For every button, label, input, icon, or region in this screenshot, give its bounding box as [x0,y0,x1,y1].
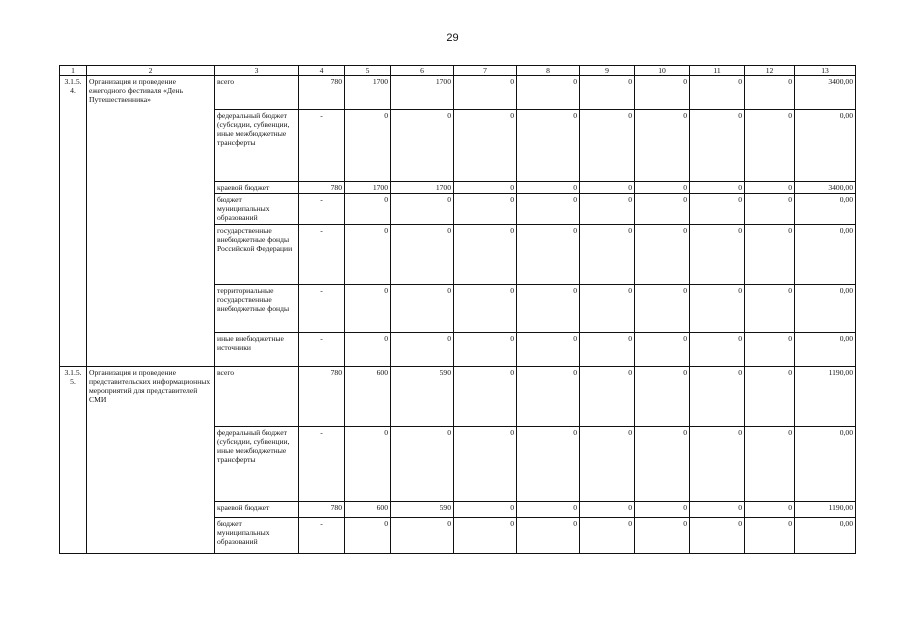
value-cell: 0 [635,502,690,518]
funding-source: федеральный бюджет (субсидии, субвенции, иные межбюджетные трансферты [215,110,299,182]
value-cell: 600 [345,367,391,427]
value-cell: 0,00 [795,225,856,285]
header-cell: 4 [299,66,345,76]
value-cell: 0 [391,518,454,554]
value-cell: 0 [454,225,517,285]
value-cell: 0 [690,285,745,333]
value-cell: 0 [580,285,635,333]
value-cell: 0 [454,76,517,110]
header-cell: 9 [580,66,635,76]
table-row [60,367,856,427]
value-cell: 0 [635,333,690,367]
header-cell: 7 [454,66,517,76]
table-row [60,76,856,110]
value-cell: 0 [635,182,690,194]
value-cell: 0 [391,194,454,225]
value-cell: 0 [580,182,635,194]
value-cell: 0 [517,76,580,110]
header-cell: 6 [391,66,454,76]
value-cell: 1190,00 [795,502,856,518]
page-number: 29 [446,32,459,44]
value-cell: 0 [745,76,795,110]
value-cell: 0 [745,367,795,427]
value-cell: 0 [345,333,391,367]
value-cell: 0 [391,285,454,333]
value-cell: 0 [635,367,690,427]
value-cell: 0 [745,194,795,225]
value-cell: 590 [391,502,454,518]
value-cell: 0 [580,76,635,110]
value-cell: 0,00 [795,285,856,333]
header-cell: 10 [635,66,690,76]
value-cell: 780 [299,367,345,427]
value-cell: 0,00 [795,333,856,367]
value-cell: 0 [635,285,690,333]
header-cell: 3 [215,66,299,76]
value-cell: 0 [517,194,580,225]
value-cell: 0 [690,427,745,502]
value-cell: 0 [690,194,745,225]
header-cell: 12 [745,66,795,76]
value-cell: 780 [299,76,345,110]
value-cell: 0 [690,182,745,194]
value-cell: 0 [517,285,580,333]
value-cell: 0 [690,110,745,182]
value-cell: 0 [517,225,580,285]
value-cell: 0 [517,427,580,502]
value-cell: 0 [391,333,454,367]
value-cell: - [299,194,345,225]
value-cell: 0 [454,182,517,194]
funding-source: федеральный бюджет (субсидии, субвенции, иные межбюджетные трансферты [215,427,299,502]
value-cell: 1700 [391,76,454,110]
item-code: 3.1.5. 5. [60,367,87,554]
value-cell: - [299,427,345,502]
value-cell: 0 [745,427,795,502]
value-cell: 780 [299,502,345,518]
value-cell: 1190,00 [795,367,856,427]
value-cell: 0 [517,333,580,367]
value-cell: 0 [745,285,795,333]
value-cell: 0 [580,110,635,182]
value-cell: 590 [391,367,454,427]
value-cell: 0 [345,518,391,554]
value-cell: 0 [745,502,795,518]
value-cell: - [299,110,345,182]
value-cell: 0 [580,367,635,427]
value-cell: 0 [580,194,635,225]
value-cell: 0 [454,110,517,182]
value-cell: 0 [690,333,745,367]
value-cell: - [299,333,345,367]
value-cell: 0 [690,518,745,554]
value-cell: 0 [745,182,795,194]
value-cell: 0 [580,502,635,518]
value-cell: 0 [454,502,517,518]
value-cell: 0 [391,225,454,285]
value-cell: 0 [635,194,690,225]
value-cell: 0 [517,502,580,518]
value-cell: 0 [635,76,690,110]
value-cell: 0 [517,518,580,554]
value-cell: 0 [580,333,635,367]
value-cell: 0 [454,427,517,502]
value-cell: 0 [454,285,517,333]
header-cell: 8 [517,66,580,76]
funding-source: территориальные государственные внебюджетные фонды [215,285,299,333]
value-cell: 0 [345,194,391,225]
value-cell: 1700 [391,182,454,194]
value-cell: 0,00 [795,427,856,502]
value-cell: 0 [690,76,745,110]
value-cell: 1700 [345,76,391,110]
header-row [60,66,856,76]
value-cell: 0 [580,518,635,554]
value-cell: 0 [745,225,795,285]
value-cell: 0 [517,110,580,182]
item-code: 3.1.5. 4. [60,76,87,367]
funding-source: всего [215,367,299,427]
value-cell: - [299,518,345,554]
value-cell: 0 [345,285,391,333]
funding-source: бюджет муниципальных образований [215,194,299,225]
value-cell: 0 [635,427,690,502]
value-cell: 3400,00 [795,182,856,194]
value-cell: 0 [745,110,795,182]
value-cell: 0 [635,225,690,285]
value-cell: 0,00 [795,518,856,554]
budget-table [59,65,856,554]
value-cell: 0 [454,333,517,367]
value-cell: 0 [345,427,391,502]
header-cell: 1 [60,66,87,76]
value-cell: 0 [580,427,635,502]
header-cell: 2 [87,66,215,76]
value-cell: 0 [345,110,391,182]
value-cell: 0 [690,367,745,427]
value-cell: 0 [517,367,580,427]
value-cell: 780 [299,182,345,194]
value-cell: - [299,285,345,333]
value-cell: 0 [345,225,391,285]
funding-source: краевой бюджет [215,182,299,194]
funding-source: бюджет муниципальных образований [215,518,299,554]
value-cell: 1700 [345,182,391,194]
value-cell: 0 [454,194,517,225]
value-cell: 0 [635,518,690,554]
value-cell: 0,00 [795,110,856,182]
value-cell: - [299,225,345,285]
value-cell: 600 [345,502,391,518]
value-cell: 0 [454,367,517,427]
value-cell: 0,00 [795,194,856,225]
value-cell: 0 [690,225,745,285]
funding-source: краевой бюджет [215,502,299,518]
header-cell: 11 [690,66,745,76]
value-cell: 0 [635,110,690,182]
value-cell: 0 [745,333,795,367]
value-cell: 0 [745,518,795,554]
value-cell: 0 [690,502,745,518]
item-name: Организация и проведение ежегодного фестиваля «День Путешественника» [87,76,215,367]
value-cell: 0 [391,427,454,502]
item-name: Организация и проведение представительских информационных мероприятий для представителей СМИ [87,367,215,554]
funding-source: всего [215,76,299,110]
funding-source: государственные внебюджетные фонды Российской Федерации [215,225,299,285]
funding-source: иные внебюджетные источники [215,333,299,367]
value-cell: 0 [391,110,454,182]
header-cell: 13 [795,66,856,76]
value-cell: 0 [580,225,635,285]
header-cell: 5 [345,66,391,76]
value-cell: 0 [454,518,517,554]
value-cell: 0 [517,182,580,194]
value-cell: 3400,00 [795,76,856,110]
